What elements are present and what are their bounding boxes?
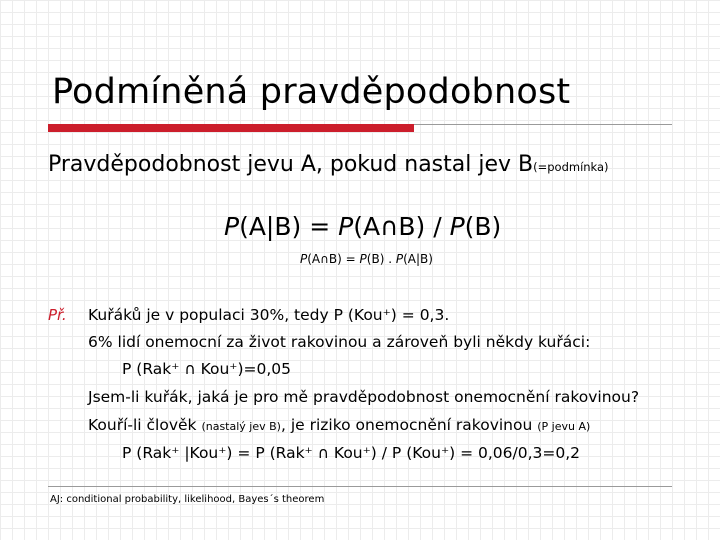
- slide-title: Podmíněná pravděpodobnost: [52, 72, 571, 112]
- formula-part: (A∩B) /: [353, 212, 450, 241]
- explanation-part: Kouří-li člověk: [88, 416, 202, 434]
- formula-part: P: [449, 212, 465, 241]
- formula-part: P: [224, 212, 240, 241]
- formula-note-part: (A|B): [403, 252, 433, 266]
- example-line-cancer: 6% lidí onemocní za život rakovinou a zároveň byli někdy kuřáci:: [88, 333, 591, 351]
- example-marker: Př.: [48, 306, 67, 324]
- explanation-note: (P jevu A): [537, 420, 591, 433]
- formula-part: P: [338, 212, 354, 241]
- formula-note-part: (B) .: [366, 252, 396, 266]
- footer-divider-line: [48, 486, 672, 487]
- formula-note-part: P: [300, 252, 308, 266]
- definition-note: (=podmínka): [533, 160, 609, 174]
- definition-line: [48, 152, 609, 177]
- formula-note-part: P: [359, 252, 367, 266]
- footer-note: AJ: conditional probability, likelihood, Bayes´s theorem: [50, 494, 325, 505]
- example-line-explanation: [88, 416, 590, 434]
- explanation-part: , je riziko onemocnění rakovinou: [280, 416, 538, 434]
- example-line-smokers: Kuřáků je v populaci 30%, tedy P (Kou⁺) = 0,3.: [88, 306, 450, 324]
- formula-note-part: P: [395, 252, 404, 266]
- conditional-formula: [224, 212, 501, 241]
- explanation-note: (nastalý jev B): [201, 420, 281, 433]
- formula-note-part: (A∩B) =: [307, 252, 360, 266]
- formula-rearranged: [300, 252, 433, 266]
- example-line-result: P (Rak⁺ |Kou⁺) = P (Rak⁺ ∩ Kou⁺) / P (Kou⁺) = 0,06/0,3=0,2: [122, 444, 581, 462]
- definition-text: Pravděpodobnost jevu A, pokud nastal jev B: [48, 152, 534, 177]
- example-line-question: Jsem-li kuřák, jaká je pro mě pravděpodobnost onemocnění rakovinou?: [88, 388, 640, 406]
- formula-part: (B): [464, 212, 502, 241]
- formula-part: (A|B) =: [239, 212, 339, 241]
- example-line-joint-probability: P (Rak⁺ ∩ Kou⁺)=0,05: [122, 360, 292, 378]
- title-accent-bar: [48, 124, 414, 132]
